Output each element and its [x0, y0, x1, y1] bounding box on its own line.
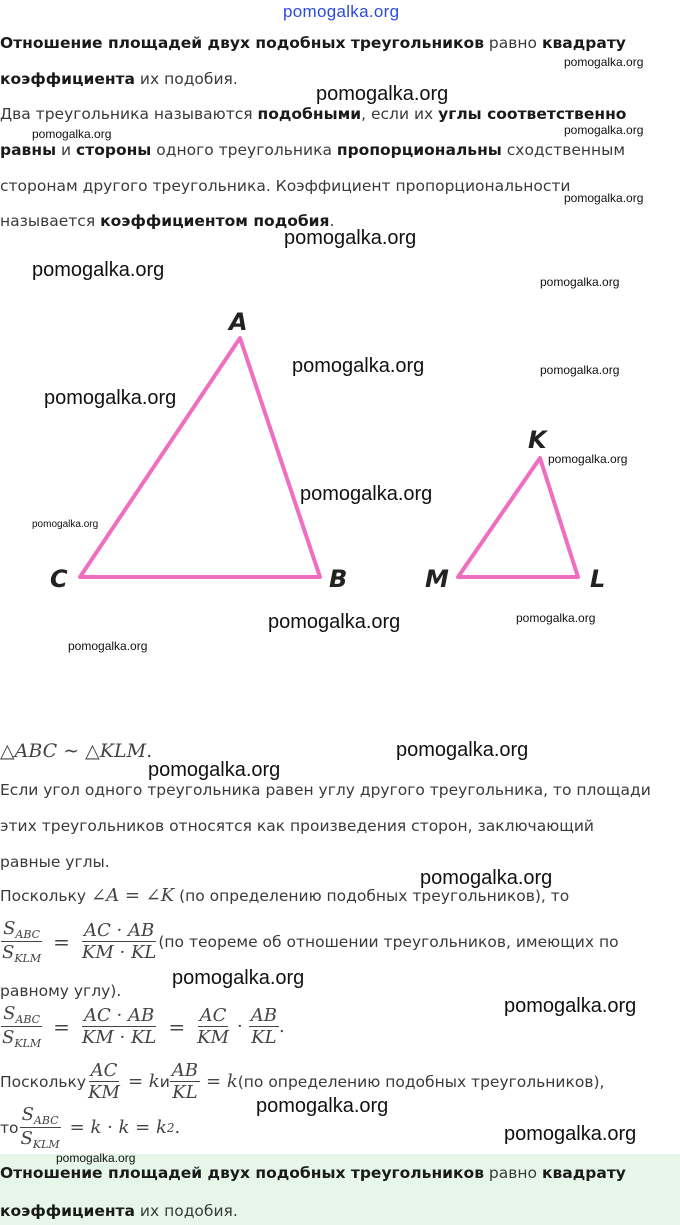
text: то	[0, 1118, 19, 1137]
text: их подобия.	[135, 1202, 238, 1220]
bold-term: квадрату	[541, 34, 626, 52]
watermark-small: pomogalka.org	[564, 191, 644, 205]
watermark: pomogalka.org	[268, 611, 401, 633]
text: их подобия.	[135, 70, 238, 88]
numerator: AB	[171, 1060, 199, 1081]
bold-term: Отношение площадей двух подобных треугольников	[0, 34, 484, 52]
watermark: pomogalka.org	[292, 355, 425, 377]
denominator: KM	[88, 1082, 120, 1103]
result-expression: = k · k = k	[69, 1117, 167, 1138]
watermark-small: pomogalka.org	[564, 55, 644, 69]
watermark: pomogalka.org	[256, 1095, 389, 1117]
equals-k: = k	[206, 1071, 238, 1092]
vertex-label-a: A	[229, 308, 248, 336]
watermark-small: pomogalka.org	[32, 127, 112, 141]
equals-sign: =	[53, 929, 70, 954]
vertex-label-l: L	[590, 565, 606, 593]
bold-term: коэффициента	[0, 1202, 135, 1220]
equals-sign: =	[168, 1014, 186, 1039]
numerator: AC	[199, 1005, 227, 1026]
formula-2	[0, 1003, 285, 1050]
watermark-small: pomogalka.org	[56, 1151, 136, 1165]
text: называется	[0, 212, 101, 230]
intro-line-2	[0, 70, 238, 88]
formula-4	[0, 1104, 180, 1151]
text: .	[329, 212, 335, 230]
text: , если их	[361, 105, 439, 123]
text: сходственным	[501, 141, 626, 159]
bold-term: квадрату	[541, 1164, 626, 1182]
fraction-sabc-sklm	[0, 1003, 43, 1050]
denominator: KM	[197, 1027, 230, 1048]
text: (по теореме об отношении треугольников, имеющих по	[158, 932, 619, 951]
numerator: AC · AB	[84, 920, 155, 941]
watermark: pomogalka.org	[420, 867, 553, 889]
angle-equation: ∠A = ∠K	[91, 885, 175, 906]
subscript: KLM	[14, 952, 42, 965]
watermark: pomogalka.org	[44, 387, 177, 409]
subscript: ABC	[15, 1013, 41, 1026]
watermark-small: pomogalka.org	[540, 363, 620, 377]
text: и	[159, 1072, 170, 1091]
multiply-dot: ·	[237, 1016, 243, 1037]
watermark: pomogalka.org	[300, 483, 433, 505]
fraction-ab-kl	[249, 1005, 279, 1048]
bold-term: коэффициента	[0, 70, 135, 88]
triangle-klm	[458, 458, 578, 577]
period: .	[174, 1117, 181, 1138]
period: .	[278, 1016, 285, 1037]
definition-line-3: сторонам другого треугольника. Коэффициент пропорциональности	[0, 177, 571, 195]
fraction-ab-kl	[170, 1060, 200, 1103]
denominator: KL	[251, 1027, 277, 1048]
fraction-sabc-sklm	[19, 1104, 62, 1151]
definition-line-2	[0, 141, 625, 159]
subscript: KLM	[32, 1138, 60, 1151]
watermark-small: pomogalka.org	[516, 611, 596, 625]
watermark: pomogalka.org	[32, 259, 165, 281]
equals-sign: =	[53, 1014, 70, 1039]
vertex-label-c: C	[50, 565, 68, 593]
numerator: AC	[90, 1060, 118, 1081]
text: Два треугольника называются	[0, 105, 258, 123]
watermark-small: pomogalka.org	[32, 519, 99, 530]
vertex-label-k: K	[528, 426, 547, 454]
s-symbol: S	[20, 1128, 33, 1149]
watermark: pomogalka.org	[504, 1123, 637, 1145]
body-line-2: этих треугольников относятся как произведения сторон, заключающий	[0, 817, 595, 835]
s-symbol: S	[21, 1104, 34, 1125]
watermark-small: pomogalka.org	[548, 452, 628, 466]
watermark: pomogalka.org	[148, 759, 281, 781]
bold-term: равны	[0, 141, 57, 159]
vertex-label-m: M	[425, 565, 449, 593]
watermark: pomogalka.org	[396, 739, 529, 761]
watermark-small: pomogalka.org	[68, 639, 148, 653]
numerator: AB	[250, 1005, 277, 1026]
site-link[interactable]: pomogalka.org	[283, 2, 400, 21]
text: равно	[484, 1164, 542, 1182]
text: и	[56, 141, 77, 159]
s-symbol: S	[2, 942, 15, 963]
vertex-label-b: B	[329, 565, 348, 593]
s-symbol: S	[3, 918, 16, 939]
bold-term: пропорциональны	[336, 141, 502, 159]
numerator: AC · AB	[84, 1005, 155, 1026]
watermark-small: pomogalka.org	[540, 275, 620, 289]
bold-term: коэффициентом подобия	[100, 212, 330, 230]
watermark: pomogalka.org	[284, 227, 417, 249]
conclusion-line-1	[0, 1164, 626, 1182]
fraction-products	[80, 920, 158, 963]
equals-k: = k	[127, 1071, 160, 1092]
triangle-abc	[80, 338, 320, 577]
similarity-statement: △ABC ∼ △KLM.	[0, 740, 153, 762]
exponent: 2	[166, 1120, 175, 1135]
formula-1-cont: равному углу).	[0, 982, 122, 1000]
formula-1	[0, 918, 619, 965]
s-symbol: S	[2, 1027, 15, 1048]
bold-term: углы соответственно	[438, 105, 627, 123]
definition-line-1	[0, 105, 626, 123]
denominator: KM · KL	[81, 1027, 157, 1048]
subscript: KLM	[14, 1037, 42, 1050]
subscript: ABC	[15, 928, 41, 941]
fraction-ac-km	[86, 1060, 122, 1103]
bold-term: Отношение площадей двух подобных треугольников	[0, 1164, 484, 1182]
body-line-3: равные углы.	[0, 853, 110, 871]
watermark: pomogalka.org	[172, 967, 305, 989]
text: равно	[484, 34, 542, 52]
text: (по определению подобных треугольников),	[237, 1072, 605, 1091]
denominator: KL	[172, 1082, 198, 1103]
text: (по определению подобных треугольников), то	[174, 887, 570, 905]
conclusion-line-2	[0, 1202, 238, 1220]
fraction-ac-km	[195, 1005, 231, 1048]
intro-line-1	[0, 34, 626, 52]
text: Поскольку	[0, 887, 92, 905]
subscript: ABC	[33, 1114, 59, 1127]
watermark: pomogalka.org	[504, 995, 637, 1017]
text: Поскольку	[0, 1072, 87, 1091]
denominator: KM · KL	[81, 942, 157, 963]
fraction-products	[80, 1005, 158, 1048]
bold-term: стороны	[76, 141, 152, 159]
bold-term: подобными	[257, 105, 362, 123]
fraction-sabc-sklm	[0, 918, 43, 965]
watermark: pomogalka.org	[316, 83, 449, 105]
text: одного треугольника	[151, 141, 337, 159]
watermark-small: pomogalka.org	[564, 123, 644, 137]
body-line-1: Если угол одного треугольника равен углу другого треугольника, то площади	[0, 781, 651, 799]
s-symbol: S	[3, 1003, 16, 1024]
